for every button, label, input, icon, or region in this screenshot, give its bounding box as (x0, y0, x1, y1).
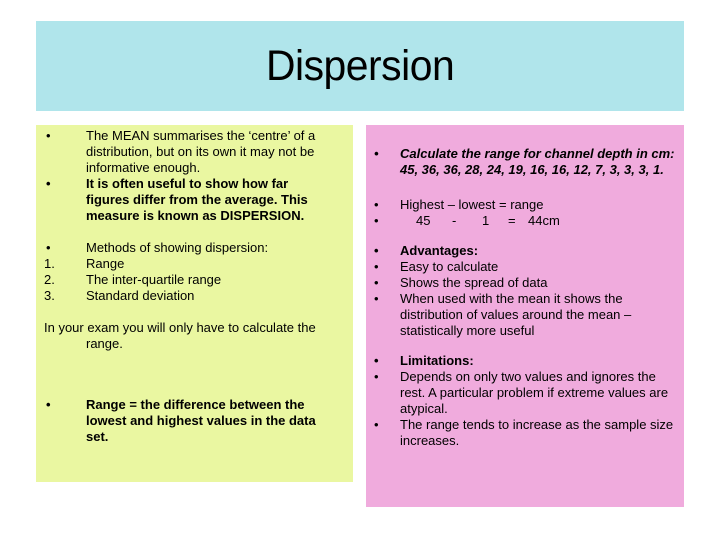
advantages-heading (374, 243, 676, 259)
spacer (374, 178, 676, 197)
advantage-item (374, 259, 676, 275)
title-box (36, 21, 684, 111)
heading-text: Limitations: (400, 353, 474, 368)
calc-result: 44cm (528, 213, 560, 228)
limitation-text: The range tends to increase as the sample size increases. (400, 417, 674, 448)
bullet-text: It is often useful to show how far figures differ from the average. This measure is known as DISPERSION. (86, 176, 308, 223)
spacer (44, 224, 333, 240)
bullet-marker: • (374, 353, 379, 368)
advantage-item (374, 291, 676, 339)
bullet-marker: • (374, 417, 379, 432)
right-panel (366, 125, 684, 507)
bullet-text: The MEAN summarises the ‘centre’ of a distribution, but on its own it may not be informative enough. (86, 128, 316, 175)
limitations-heading (374, 353, 676, 369)
number-marker: 1. (44, 256, 55, 271)
spacer (374, 339, 676, 353)
bullet-marker: • (374, 291, 379, 306)
bullet-formula (374, 197, 676, 213)
calc-equals: = (508, 213, 516, 228)
bullet-text: Methods of showing dispersion: (86, 240, 269, 255)
calc-minus: - (452, 213, 457, 228)
bullet-mean (44, 128, 333, 176)
method-text: The inter-quartile range (86, 272, 222, 287)
method-text: Range (86, 256, 125, 271)
question-text: Calculate the range for channel depth in cm: 45, 36, 36, 28, 24, 19, 16, 16, 12, 7, 3, 3, 3, 1. (400, 146, 675, 177)
advantage-text: Shows the spread of data (400, 275, 548, 290)
method-item-range (44, 256, 333, 272)
left-panel (36, 125, 353, 482)
formula-text: Highest – lowest = range (400, 197, 544, 212)
calc-highest: 45 (416, 213, 431, 228)
bullet-text: Range = the difference between the lowest and highest values in the data set. (86, 397, 316, 444)
bullet-marker: • (46, 240, 51, 255)
advantage-text: When used with the mean it shows the distribution of values around the mean – statistically more useful (400, 291, 632, 338)
bullet-marker: • (374, 213, 379, 228)
bullet-marker: • (374, 369, 379, 384)
advantage-text: Easy to calculate (400, 259, 499, 274)
spacer (44, 368, 333, 384)
number-marker: 2. (44, 272, 55, 287)
bullet-calculation (374, 213, 676, 229)
spacer (44, 352, 333, 368)
bullet-marker: • (374, 146, 379, 161)
bullet-dispersion (44, 176, 333, 224)
calc-lowest: 1 (482, 213, 490, 228)
bullet-marker: • (374, 243, 379, 258)
bullet-marker: • (374, 259, 379, 274)
method-item-iqr (44, 272, 333, 288)
bullet-marker: • (374, 197, 379, 212)
calculation (400, 213, 676, 229)
slide-title: Dispersion (265, 41, 455, 90)
spacer (44, 384, 333, 397)
bullet-marker: • (46, 176, 51, 191)
bullet-marker: • (46, 128, 51, 143)
bullet-marker: • (374, 275, 379, 290)
method-text: Standard deviation (86, 288, 195, 303)
advantage-item (374, 275, 676, 291)
limitation-text: Depends on only two values and ignores the rest. A particular problem if extreme values are atypical. (400, 369, 669, 416)
bullet-marker: • (46, 397, 51, 412)
limitation-item (374, 417, 676, 449)
calc-indent (400, 213, 416, 229)
exam-note: In your exam you will only have to calculate the range. (44, 320, 316, 351)
bullet-question (374, 146, 676, 178)
spacer (44, 304, 333, 320)
method-item-stddev (44, 288, 333, 304)
heading-text: Advantages: (400, 243, 479, 258)
number-marker: 3. (44, 288, 55, 303)
spacer (374, 229, 676, 243)
bullet-range-definition (44, 397, 333, 445)
bullet-methods (44, 240, 333, 256)
limitation-item (374, 369, 676, 417)
